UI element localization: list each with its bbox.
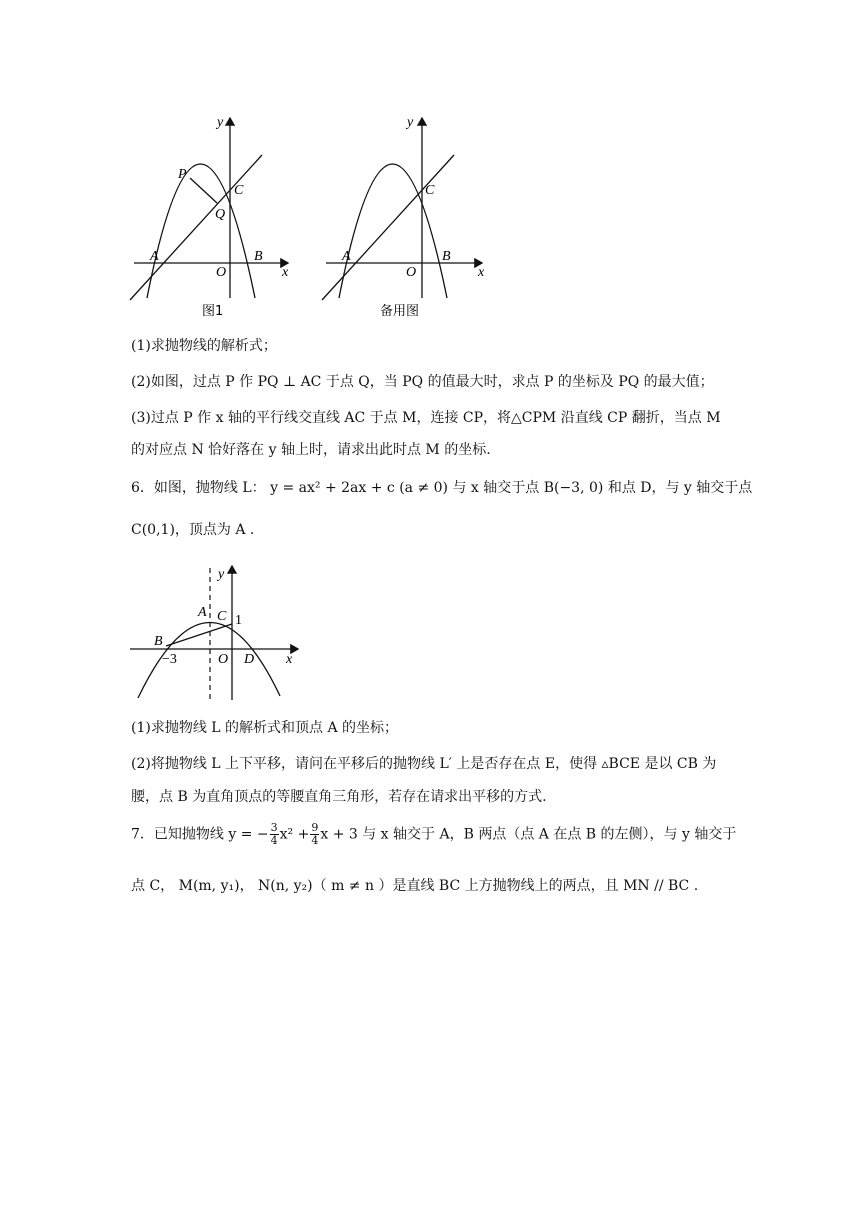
label-d: D [244,652,255,667]
q6-stem-line1: 6．如图，抛物线 L： y = ax² + 2ax + c (a ≠ 0) 与 x 轴交于点 B(−3, 0) 和点 D，与 y 轴交于点 [131,480,753,496]
label-p: P [178,167,187,182]
label-b: B [154,634,163,649]
q6-part2-line1: (2)将抛物线 L 上下平移，请问在平移后的抛物线 L′ 上是否存在点 E，使得 ▵BCE 是以 CB 为 [131,756,717,772]
q7-stem-line2: 点 C， M(m, y₁)， N(n, y₂)（ m ≠ n ）是直线 BC 上方抛物线上的两点，且 MN // BC . [131,878,699,894]
q7-line1-pre: 7．已知抛物线 y = − [131,826,269,843]
figure-1-caption: 图1 [202,304,224,319]
q6-part2-line2: 腰，点 B 为直角顶点的等腰直角三角形，若存在请求出平移的方式. [131,789,547,805]
q6-part1: (1)求抛物线 L 的解析式和顶点 A 的坐标； [131,720,399,736]
q7-line1-post: x + 3 与 x 轴交于 A，B 两点（点 A 在点 B 的左侧），与 y 轴交于 [320,826,737,843]
segment-pq [190,178,217,203]
label-a: A [342,249,351,264]
label-minus3: −3 [162,652,177,667]
label-o: O [406,265,417,280]
label-y: y [217,115,224,130]
fraction-9-4: $\frac{9}{4}$ [311,821,319,847]
q7-stem-line1 [131,822,736,847]
fraction-3-4: $\frac{3}{4}$ [270,821,278,847]
q7-line1-mid: x² + [279,826,310,843]
label-o: O [218,652,229,667]
label-q: Q [215,207,226,222]
label-c: C [217,609,227,624]
figure-q6 [126,560,306,705]
label-x: x [478,265,485,280]
label-y: y [407,115,414,130]
figure-2-caption: 备用图 [380,304,420,319]
q5-part2: (2)如图，过点 P 作 PQ ⊥ AC 于点 Q，当 PQ 的值最大时，求点 P 的坐标及 PQ 的最大值； [131,374,714,390]
q5-part1: (1)求抛物线的解析式； [131,338,277,354]
label-a: A [198,605,207,620]
segment-bc [166,624,232,646]
label-b: B [254,249,263,264]
figure-2 [312,110,502,325]
label-a: A [150,249,159,264]
q6-stem-line2: C(0,1)，顶点为 A . [131,522,255,538]
label-one: 1 [235,613,242,628]
figure-1 [120,110,310,325]
label-x: x [286,652,293,667]
q5-part3-line1: (3)过点 P 作 x 轴的平行线交直线 AC 于点 M，连接 CP，将△CPM 沿直线 CP 翻折，当点 M [131,410,721,426]
line-ac [322,155,454,300]
line-ac [130,155,262,300]
label-y: y [218,567,225,582]
q5-part3-line2: 的对应点 N 恰好落在 y 轴上时，请求出此时点 M 的坐标. [131,442,491,458]
label-o: O [216,265,227,280]
label-b: B [442,249,451,264]
label-c: C [234,183,244,198]
label-c: C [425,183,435,198]
label-x: x [282,265,289,280]
